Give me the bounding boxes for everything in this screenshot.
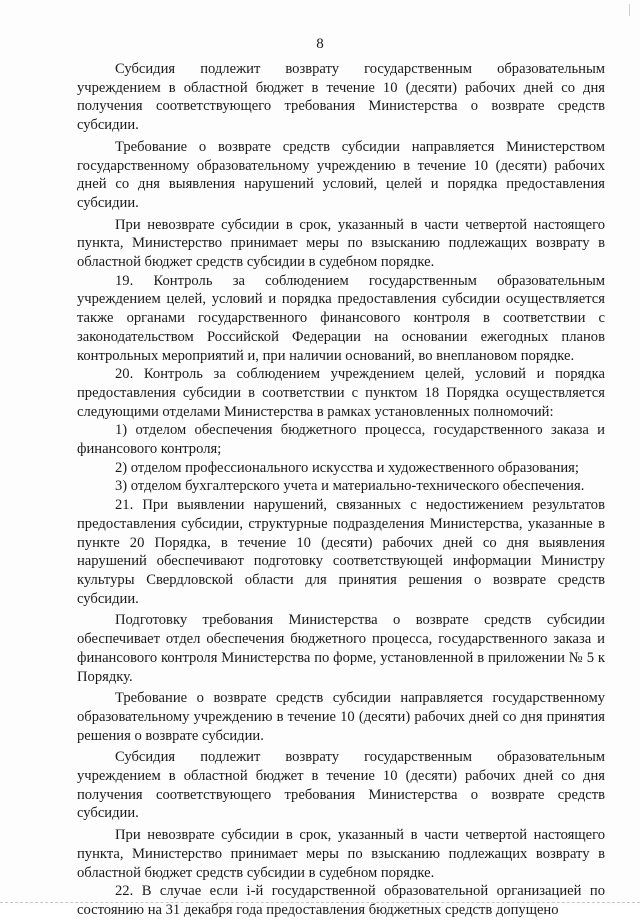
paragraph-request-sending: Требование о возврате средств субсидии направляется государственному образовательному учреждению в течение 10 (десяти) рабочих дней со дня принятия решения о возврате субсидии. (77, 690, 605, 744)
paragraph-clause-20: 20. Контроль за соблюдением учреждением целей, условий и порядка предоставления субсидии в соответствии с пунктом 18 Порядка осуществляется следующими отделами Министерства в рамках установленных полномочий: (77, 366, 605, 420)
paragraph-clause-21: 21. При выявлении нарушений, связанных с недостижением результатов предоставления субсидии, структурные подразделения Министерства, указанные в пункте 20 Порядка, в течение 10 (десяти) рабочих дней со дня выявления нарушений обеспечивают подготовку соответствующей информации Министру культуры Свердловской области для принятия решения о возврате средств субсидии. (77, 497, 605, 607)
document-body (77, 60, 605, 920)
scan-edge-line (0, 902, 640, 903)
paragraph-refund-request: Требование о возврате средств субсидии направляется Министерством государственному образовательному учреждению в течение 10 (десяти) рабочих дней со дня выявления нарушений условий, целей и порядка предоставления субсидии. (77, 138, 605, 211)
paragraph-refund-deadline-2: Субсидия подлежит возврату государственным образовательным учреждением в областной бюджет в течение 10 (десяти) рабочих дней со дня получения соответствующего требования Министерства о возврате средств субсидии. (77, 749, 605, 822)
paragraph-court-recovery: При невозврате субсидии в срок, указанный в части четвертой настоящего пункта, Министерство принимает меры по взысканию подлежащих возврату в областной бюджет средств субсидии в судебном порядке. (77, 216, 605, 271)
paragraph-refund-deadline: Субсидия подлежит возврату государственным образовательным учреждением в областной бюджет в течение 10 (десяти) рабочих дней со дня получения соответствующего требования Министерства о возврате средств субсидии. (77, 61, 605, 134)
scan-artifact (629, 4, 630, 16)
page-number: 8 (316, 36, 324, 52)
paragraph-request-preparation: Подготовку требования Министерства о возврате средств субсидии обеспечивает отдел обеспечения бюджетного процесса, государственного заказа и финансового контроля Министерства по форме, установленной в приложении № 5 к Порядку. (77, 612, 605, 685)
list-item-3: 3) отделом бухгалтерского учета и материально-технического обеспечения. (115, 478, 585, 495)
list-item-1: 1) отделом обеспечения бюджетного процесса, государственного заказа и финансового контроля; (77, 422, 605, 458)
paragraph-clause-19: 19. Контроль за соблюдением государственным образовательным учреждением целей, условий и порядка предоставления субсидии осуществляется также органами государственного финансового контроля в соответствии с законодательством Российской Федерации на основании ежегодных планов контрольных мероприятий и, при наличии оснований, во внеплановом порядке. (77, 272, 605, 364)
list-item-2: 2) отделом профессионального искусства и художественного образования; (115, 459, 579, 476)
paragraph-court-recovery-2: При невозврате субсидии в срок, указанный в части четвертой настоящего пункта, Министерство принимает меры по взысканию подлежащих возврату в областной бюджет средств субсидии в судебном порядке. (77, 827, 605, 881)
paragraph-clause-22: 22. В случае если i-й государственной образовательной организацией по состоянию на 31 декабря года предоставления бюджетных средств допущено (77, 883, 605, 918)
